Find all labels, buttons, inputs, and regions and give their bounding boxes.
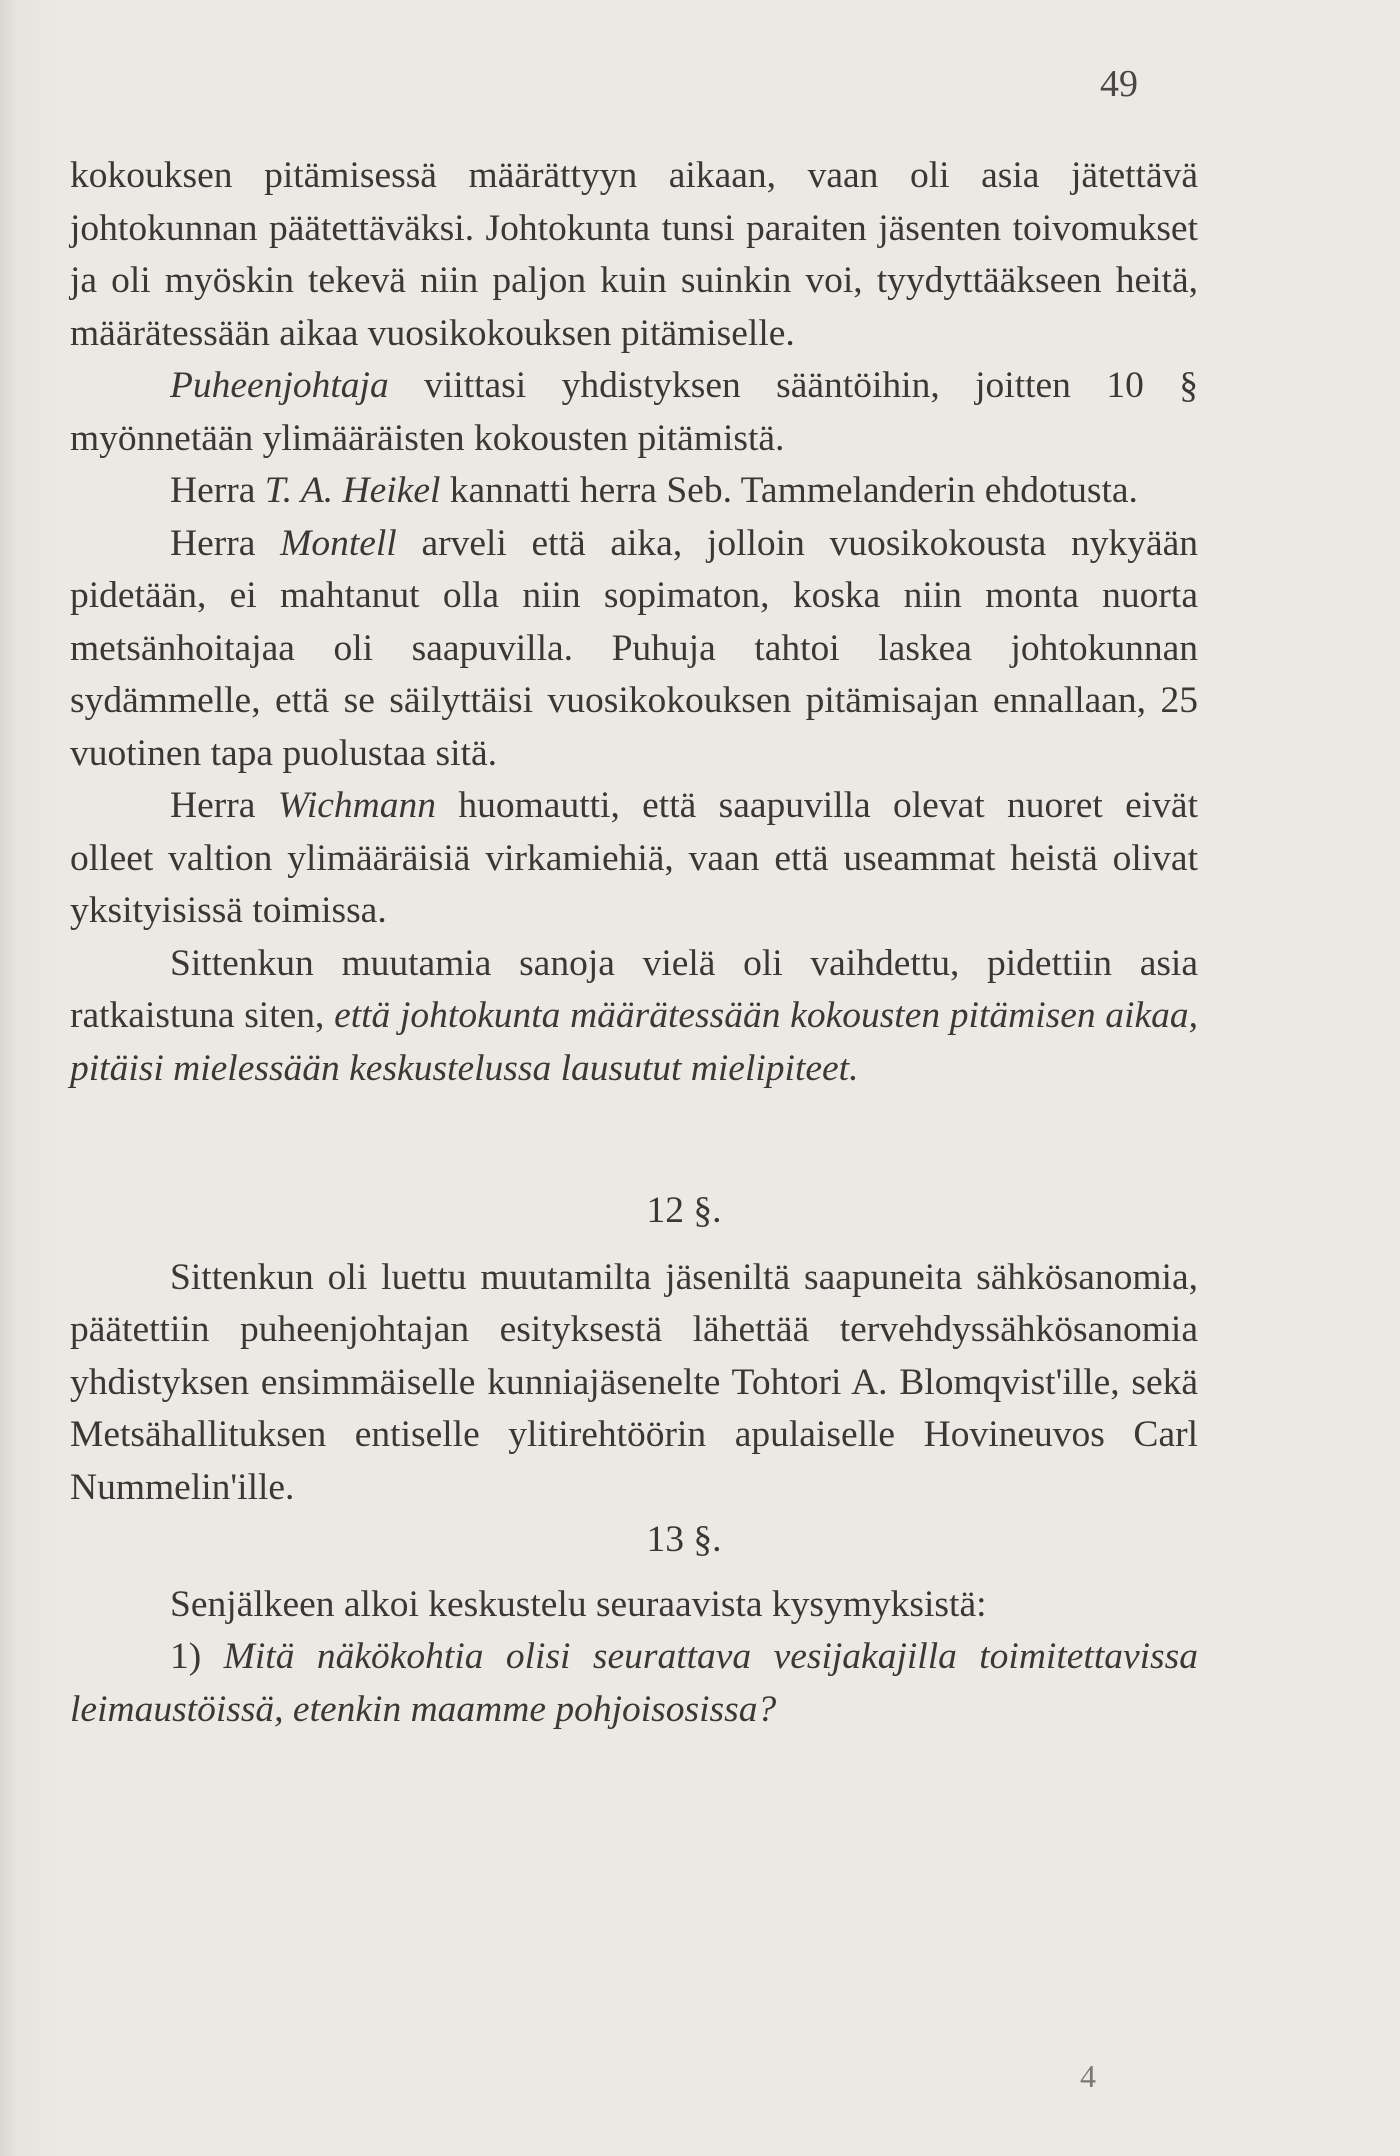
speaker-name: T. A. Heikel (264, 470, 441, 511)
paragraph-montell (70, 518, 1198, 781)
signature-mark: 4 (1080, 2058, 1096, 2094)
paragraph-discussion: Senjälkeen alkoi keskustelu seuraavista kysymyksistä: (170, 1583, 987, 1625)
paragraph-prefix: Herra (170, 785, 278, 826)
paragraph-prefix: Herra (170, 470, 265, 511)
question-text: Mitä näkökohtia olisi seurattava vesijakajilla toimitettavissa leimaustöissä, etenkin maamme pohjoisosissa? (70, 1636, 1198, 1730)
paragraph-decision (70, 938, 1198, 1096)
question-number: 1) (170, 1636, 224, 1677)
paragraph-text: Sittenkun muutamia sanoja vielä oli vaihdettu, pidettiin asia ratkaistuna siten, (70, 942, 1198, 1036)
speaker-name: Montell (280, 522, 397, 564)
section-heading-13: 13 §. (646, 1519, 722, 1560)
paragraph-chairman (70, 360, 1198, 465)
speaker-name: Wichmann (277, 785, 437, 826)
paragraph-prefix: Herra (170, 522, 281, 564)
paragraph-question-1 (70, 1631, 1198, 1736)
section-heading-12: 12 §. (646, 1190, 722, 1231)
speaker-name: Puheenjohtaja (170, 365, 389, 406)
paragraph-text: arveli että aika, jolloin vuosikokousta nykyään pidetään, ei mahtanut olla niin sopimaton, koska niin monta nuorta metsänhoitajaa oli saapuvilla. Puhuja tahtoi laskea johtokunnan sydämmelle, että se säilyttäisi vuosikokouksen pitämisajan ennallaan, 25 vuotinen tapa puolustaa sitä. (70, 522, 1198, 774)
paragraph-continuation: kokouksen pitämisessä määrättyyn aikaan, vaan oli asia jätettävä johtokunnan päätettäväksi. Johtokunta tunsi paraiten jäsenten toivomukset ja oli myöskin tekevä niin paljon kuin suinkin voi, tyydyttääkseen heitä, määrätessään aikaa vuosikokouksen pitämiselle. (70, 155, 1198, 354)
paragraph-telegrams: Sittenkun oli luettu muutamilta jäseniltä saapuneita sähkösanomia, päätettiin puheenjohtajan esityksestä lähettää tervehdyssähkösanomia yhdistyksen ensimmäiselle kunniajäsenelte Tohtori A. Blomqvist'ille, sekä Metsähallituksen entiselle ylitirehtöörin apulaiselle Hovineuvos Carl Nummelin'ille. (70, 1256, 1198, 1508)
spacer (70, 1095, 1198, 1185)
paragraph-text: kannatti herra Seb. Tammelanderin ehdotusta. (440, 470, 1138, 511)
paragraph-text: viittasi yhdistyksen sääntöihin, joitten 10 § myönnetään ylimääräisten kokousten pitämistä. (70, 365, 1198, 459)
decision-text: että johtokunta määrätessään kokousten pitämisen aikaa, pitäisi mielessään keskustelussa lausutut mielipiteet. (70, 995, 1198, 1089)
paragraph-heikel (70, 465, 1198, 518)
body-text (70, 150, 1198, 1736)
paragraph-text: huomautti, että saapuvilla olevat nuoret eivät olleet valtion ylimääräisiä virkamiehiä, vaan että useammat heistä olivat yksityisissä toimissa. (70, 785, 1198, 931)
page-number: 49 (1100, 63, 1138, 105)
paragraph-wichmann (70, 780, 1198, 938)
